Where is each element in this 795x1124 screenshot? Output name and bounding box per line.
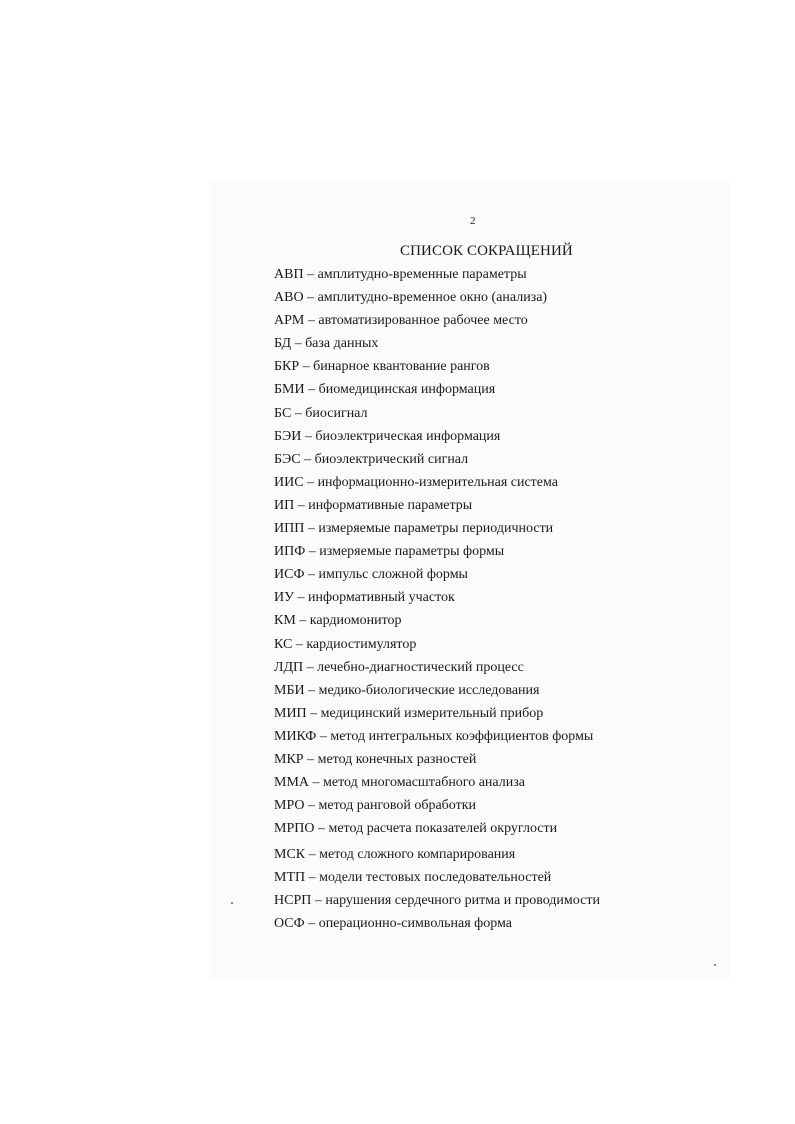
abbreviation-dash: – (308, 544, 316, 560)
abbreviation-item (274, 612, 600, 635)
abbreviation-term: КС (274, 636, 293, 652)
abbreviation-definition: база данных (305, 336, 379, 352)
abbreviation-term: БЭИ (274, 428, 302, 444)
abbreviation-definition: метод расчета показателей округлости (328, 821, 558, 837)
abbreviation-term: ИПФ (274, 544, 306, 560)
abbreviation-definition: биоэлектрический сигнал (314, 451, 469, 467)
abbreviation-definition: биосигнал (305, 405, 368, 421)
abbreviation-definition: метод интегральных коэффициентов формы (330, 728, 594, 744)
abbreviation-term: БМИ (274, 382, 305, 398)
abbreviation-item (274, 682, 600, 705)
abbreviation-item (274, 566, 600, 589)
abbreviation-item (274, 751, 600, 774)
abbreviation-term: КМ (274, 613, 296, 629)
abbreviation-item (274, 892, 600, 915)
abbreviation-item (274, 451, 600, 474)
abbreviation-item (274, 497, 600, 520)
abbreviation-dash: – (302, 359, 310, 375)
abbreviation-definition: информативный участок (308, 590, 455, 606)
abbreviation-definition: операционно-символьная форма (318, 916, 512, 932)
abbreviation-item (274, 705, 600, 728)
abbreviation-term: ОСФ (274, 916, 305, 932)
abbreviation-dash: – (307, 313, 315, 329)
abbreviation-term: АВО (274, 290, 304, 306)
abbreviation-item (274, 589, 600, 612)
abbreviation-dash: – (319, 728, 327, 744)
abbreviation-definition: амплитудно-временные параметры (317, 267, 527, 282)
abbreviation-term: МБИ (274, 682, 305, 698)
abbreviation-definition: кардиостимулятор (306, 636, 417, 652)
abbreviation-item (274, 659, 600, 682)
abbreviation-definition: кардиомонитор (309, 613, 402, 629)
abbreviation-term: БКР (274, 359, 300, 375)
abbreviation-term: ИУ (274, 590, 295, 606)
abbreviation-term: БЭС (274, 451, 301, 467)
abbreviation-definition: импульс сложной формы (318, 567, 468, 583)
abbreviation-item (274, 335, 600, 358)
abbreviation-term: ИП (274, 497, 295, 513)
abbreviation-dash: – (306, 659, 314, 675)
abbreviation-dash: – (294, 336, 302, 352)
abbreviation-dash: – (297, 590, 305, 606)
abbreviation-definition: метод ранговой обработки (318, 798, 477, 814)
scan-speck (714, 964, 716, 966)
abbreviation-term: ЛДП (274, 659, 304, 675)
abbreviation-dash: – (308, 798, 316, 814)
abbreviation-term: ИИС (274, 474, 304, 490)
abbreviation-definition: метод конечных разностей (317, 751, 477, 767)
abbreviation-term: БС (274, 405, 292, 421)
abbreviation-dash: – (307, 474, 315, 490)
abbreviation-item (274, 543, 600, 566)
abbreviation-list (274, 266, 600, 938)
abbreviation-definition: метод сложного компарирования (319, 846, 516, 862)
abbreviation-dash: – (299, 613, 307, 629)
abbreviation-definition: измеряемые параметры периодичности (318, 521, 554, 537)
abbreviation-term: АВП (274, 267, 304, 282)
abbreviation-term: ММА (274, 775, 310, 791)
abbreviation-item (274, 797, 600, 820)
abbreviation-dash: – (297, 497, 305, 513)
abbreviation-term: ИПП (274, 521, 305, 537)
scan-speck (231, 902, 233, 904)
abbreviation-term: МСК (274, 846, 306, 862)
abbreviation-definition: медицинский измерительный прибор (320, 705, 544, 721)
abbreviation-item (274, 774, 600, 797)
abbreviation-item (274, 358, 600, 381)
abbreviation-dash: – (307, 751, 315, 767)
abbreviation-dash: – (308, 382, 316, 398)
abbreviation-definition: автоматизированное рабочее место (318, 313, 528, 329)
abbreviation-dash: – (308, 846, 316, 862)
abbreviation-dash: – (308, 916, 316, 932)
abbreviation-item (274, 869, 600, 892)
abbreviation-dash: – (294, 405, 302, 421)
abbreviation-item (274, 405, 600, 428)
abbreviation-term: БД (274, 336, 292, 352)
abbreviation-dash: – (307, 267, 315, 282)
abbreviation-item (274, 728, 600, 751)
abbreviation-term: ИСФ (274, 567, 305, 583)
abbreviation-term: МРО (274, 798, 305, 814)
abbreviation-term: АРМ (274, 313, 305, 329)
abbreviation-item (274, 520, 600, 543)
page-title: СПИСОК СОКРАЩЕНИЙ (400, 243, 573, 259)
abbreviation-dash: – (317, 821, 325, 837)
abbreviation-definition: нарушения сердечного ритма и проводимости (325, 893, 600, 909)
abbreviation-item (274, 381, 600, 404)
abbreviation-item (274, 474, 600, 497)
abbreviation-definition: биомедицинская информация (318, 382, 496, 398)
abbreviation-definition: амплитудно-временное окно (анализа) (317, 290, 548, 306)
abbreviation-term: МИКФ (274, 728, 317, 744)
abbreviation-definition: лечебно-диагностический процесс (317, 659, 524, 675)
abbreviation-dash: – (314, 893, 322, 909)
abbreviation-term: МРПО (274, 821, 315, 837)
abbreviation-definition: бинарное квантование рангов (313, 359, 490, 375)
abbreviation-dash: – (310, 705, 318, 721)
abbreviation-item (274, 915, 600, 938)
page-number: 2 (470, 215, 476, 227)
abbreviation-dash: – (295, 636, 303, 652)
abbreviation-definition: информативные параметры (308, 497, 473, 513)
abbreviation-term: МТП (274, 869, 306, 885)
abbreviation-term: МКР (274, 751, 304, 767)
abbreviation-item (274, 289, 600, 312)
abbreviation-dash: – (308, 567, 316, 583)
abbreviation-definition: метод многомасштабного анализа (323, 775, 525, 791)
abbreviation-term: МИП (274, 705, 307, 721)
abbreviation-definition: модели тестовых последовательностей (319, 869, 552, 885)
abbreviation-dash: – (307, 290, 315, 306)
abbreviation-item (274, 312, 600, 335)
abbreviation-dash: – (304, 428, 312, 444)
abbreviation-dash: – (307, 521, 315, 537)
abbreviation-dash: – (308, 682, 316, 698)
abbreviation-item (274, 266, 600, 289)
abbreviation-definition: медико-биологические исследования (318, 682, 540, 698)
abbreviation-dash: – (304, 451, 312, 467)
abbreviation-definition: информационно-измерительная система (317, 474, 558, 490)
abbreviation-item (274, 820, 600, 843)
abbreviation-definition: биоэлектрическая информация (315, 428, 501, 444)
abbreviation-definition: измеряемые параметры формы (319, 544, 505, 560)
abbreviation-item (274, 846, 600, 869)
abbreviation-item (274, 428, 600, 451)
abbreviation-term: НСРП (274, 893, 312, 909)
abbreviation-dash: – (308, 869, 316, 885)
abbreviation-item (274, 636, 600, 659)
abbreviation-dash: – (312, 775, 320, 791)
